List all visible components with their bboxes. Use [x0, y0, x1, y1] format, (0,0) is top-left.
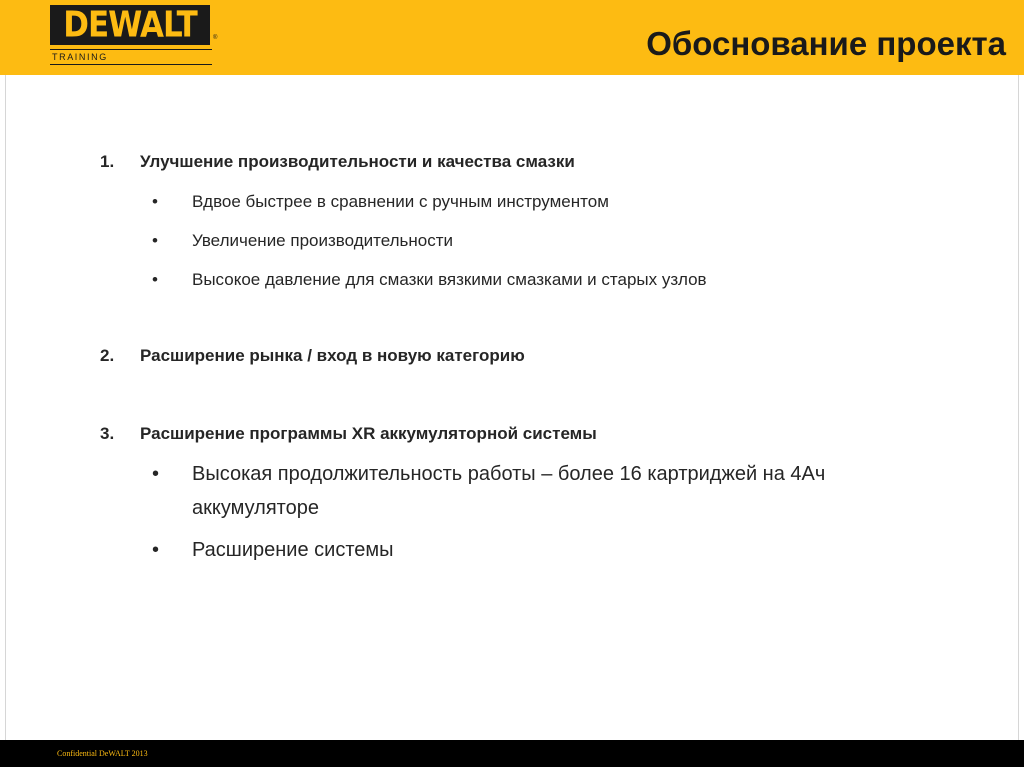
list-item-text: Высокое давление для смазки вязкими смазками и старых узлов — [192, 270, 707, 289]
list-item-text: Увеличение производительности — [192, 231, 453, 250]
section-title: Расширение программы XR аккумуляторной системы — [140, 424, 597, 443]
list-item-text: Расширение системы — [192, 539, 394, 561]
section-title: Расширение рынка / вход в новую категорию — [140, 346, 525, 365]
bullet-icon: • — [152, 539, 160, 561]
list-item-text: аккумуляторе — [192, 497, 319, 519]
list-item-text: Высокая продолжительность работы – более 16 картриджей на 4Ач — [192, 463, 826, 485]
footer-band — [0, 740, 1024, 767]
bullet-icon: • — [152, 192, 158, 211]
logo-wordmark: DEWALT — [63, 3, 197, 46]
section-number: 3. — [100, 424, 115, 443]
bullet-icon: • — [152, 270, 158, 289]
section-number: 2. — [100, 346, 115, 365]
logo-subtitle: TRAINING — [52, 52, 108, 62]
bullet-icon: • — [152, 463, 160, 485]
list-item-text: Вдвое быстрее в сравнении с ручным инструментом — [192, 192, 609, 211]
footer-confidential: Confidential DeWALT 2013 — [57, 749, 148, 758]
registered-mark: ® — [213, 35, 218, 41]
section-number: 1. — [100, 152, 115, 171]
section-title: Улучшение производительности и качества смазки — [140, 152, 575, 171]
slide-title: Обоснование проекта — [646, 25, 1006, 62]
bullet-icon: • — [152, 231, 158, 250]
